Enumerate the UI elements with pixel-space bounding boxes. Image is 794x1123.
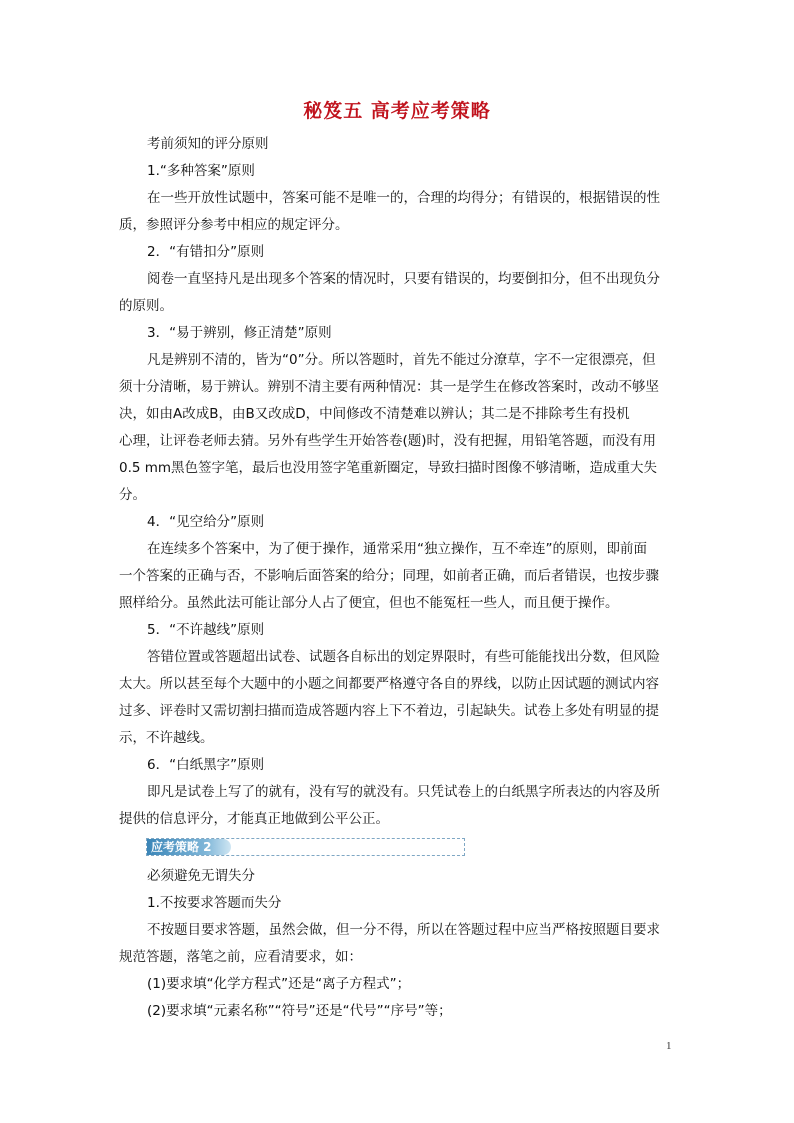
section-heading: 必须避免无谓失分 (147, 868, 255, 884)
strategy-banner (119, 834, 679, 862)
paragraph-line: 决，如由A改成B，由B又改成D，中间修改不清楚难以辨认；其二是不排除考生有投机 (119, 406, 630, 422)
paragraph-line: 质，参照评分参考中相应的规定评分。 (119, 217, 349, 233)
document-title: 秘笈五 高考应考策略 (303, 100, 491, 122)
principle-heading: 1.不按要求答题而失分 (147, 895, 282, 911)
paragraph-line: 答错位置或答题超出试卷、试题各自标出的划定界限时，有些可能能找出分数，但风险 (147, 649, 660, 665)
paragraph-line: 的原则。 (119, 298, 173, 314)
paragraph-line: 凡是辨别不清的，皆为“0”分。所以答题时，首先不能过分潦草，字不一定很漂亮，但 (147, 352, 656, 368)
principle-heading: 2．“有错扣分”原则 (147, 244, 265, 260)
paragraph-line: 一个答案的正确与否，不影响后面答案的给分；同理，如前者正确，而后者错误，也按步骤 (119, 568, 659, 584)
document-body (119, 131, 679, 1025)
paragraph-line: 分。 (119, 487, 146, 503)
section-heading: 考前须知的评分原则 (147, 136, 269, 152)
paragraph-line: 须十分清晰，易于辨认。辨别不清主要有两种情况：其一是学生在修改答案时，改动不够坚 (119, 379, 659, 395)
paragraph-line: 0.5 mm黑色签字笔，最后也没用签字笔重新圈定，导致扫描时图像不够清晰，造成重大失 (119, 460, 658, 476)
principle-heading: 1.“多种答案”原则 (147, 163, 255, 179)
paragraph-line: 示，不许越线。 (119, 730, 214, 746)
principle-heading: 6．“白纸黑字”原则 (147, 757, 265, 773)
principle-heading: 4．“见空给分”原则 (147, 514, 265, 530)
paragraph-line: 提供的信息评分，才能真正地做到公平公正。 (119, 811, 389, 827)
paragraph-line: 即凡是试卷上写了的就有，没有写的就没有。只凭试卷上的白纸黑字所表达的内容及所 (147, 784, 660, 800)
paragraph-line: 规范答题，落笔之前，应看清要求，如： (119, 949, 362, 965)
list-item: (2)要求填“元素名称”“符号”还是“代号”“序号”等； (147, 1003, 452, 1019)
paragraph-line: 在一些开放性试题中，答案可能不是唯一的，合理的均得分；有错误的，根据错误的性 (147, 190, 660, 206)
paragraph-line: 心理，让评卷老师去猜。另外有些学生开始答卷(题)时，没有把握，用铅笔答题，而没有用 (119, 433, 657, 449)
strategy-badge: 应考策略 2 (147, 839, 231, 855)
paragraph-line: 太大。所以甚至每个大题中的小题之间都要严格遵守各自的界线，以防止因试题的测试内容 (119, 676, 659, 692)
paragraph-line: 过多、评卷时又需切割扫描而造成答题内容上下不着边，引起缺失。试卷上多处有明显的提 (119, 703, 659, 719)
strategy-banner-frame (146, 838, 465, 856)
page-number: 1 (666, 1040, 672, 1052)
paragraph-line: 照样给分。虽然此法可能让部分人占了便宜，但也不能冤枉一些人，而且便于操作。 (119, 595, 619, 611)
principle-heading: 5．“不许越线”原则 (147, 622, 265, 638)
paragraph-line: 在连续多个答案中，为了便于操作，通常采用“独立操作，互不牵连”的原则，即前面 (147, 541, 647, 557)
paragraph-line: 不按题目要求答题，虽然会做，但一分不得，所以在答题过程中应当严格按照题目要求 (147, 922, 660, 938)
list-item: (1)要求填“化学方程式”还是“离子方程式”； (147, 976, 411, 992)
paragraph-line: 阅卷一直坚持凡是出现多个答案的情况时，只要有错误的，均要倒扣分，但不出现负分 (147, 271, 660, 287)
principle-heading: 3．“易于辨别，修正清楚”原则 (147, 325, 332, 341)
